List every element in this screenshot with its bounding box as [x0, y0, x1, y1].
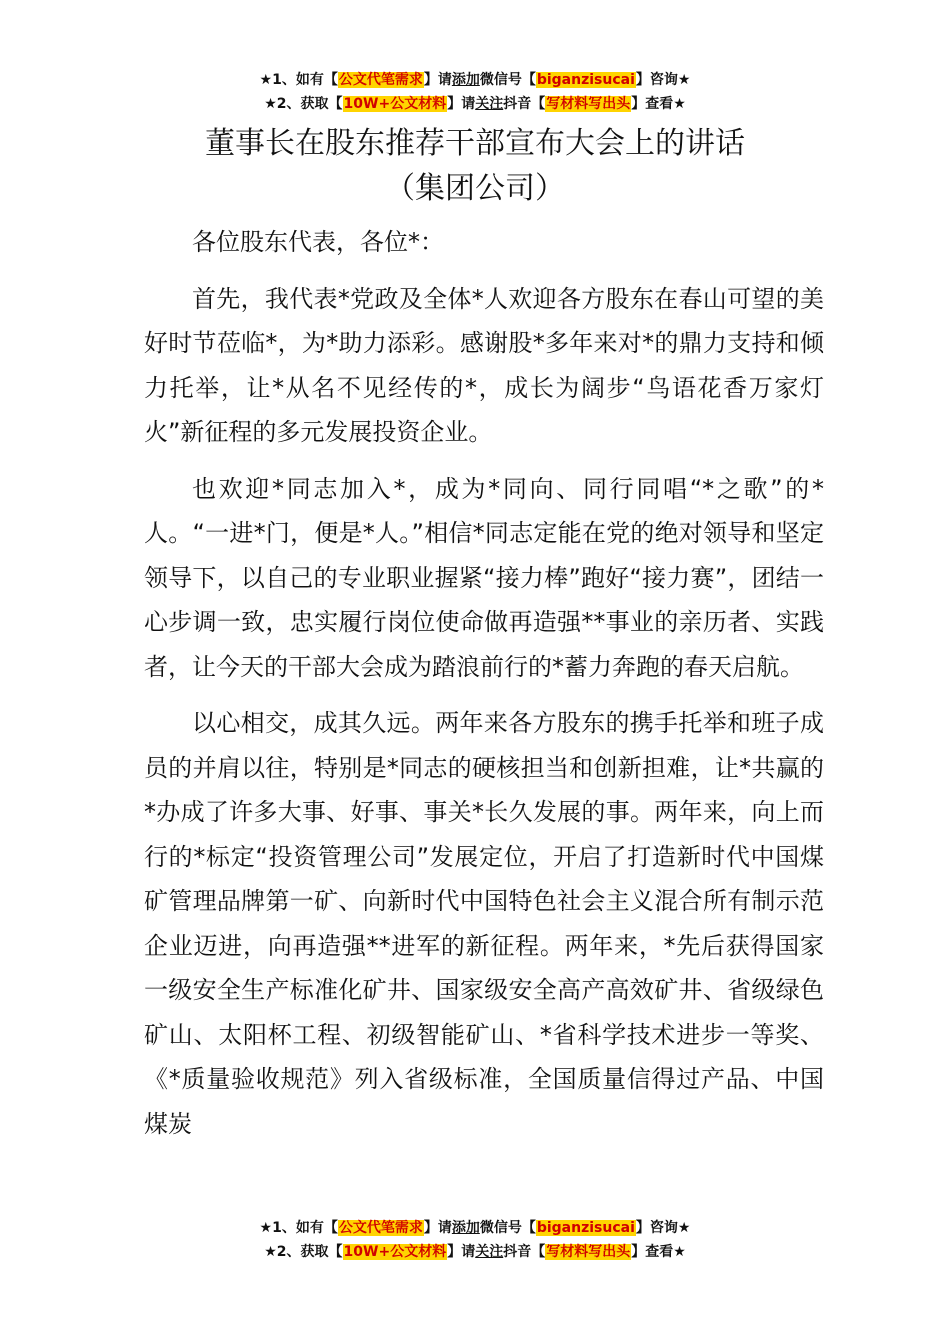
banner-highlight: 公文代笔需求 — [338, 72, 423, 88]
star-icon: ★ — [259, 72, 273, 88]
star-icon: ★ — [259, 1220, 273, 1236]
douyin-account: 写材料写出头 — [546, 1244, 631, 1260]
header-banner — [0, 68, 950, 116]
banner-text: 】请 — [447, 96, 476, 112]
banner-highlight: 10W+公文材料 — [343, 96, 447, 112]
document-subtitle: （集团公司） — [385, 171, 565, 206]
wechat-id: biganzisucai — [536, 1220, 635, 1236]
banner-text: 】请 — [423, 1220, 452, 1236]
banner-text: 】请 — [423, 72, 452, 88]
banner-underlined: 关注 — [475, 1244, 504, 1260]
wechat-id: biganzisucai — [536, 72, 635, 88]
banner-text: 微信号【 — [479, 72, 536, 88]
banner-text: 2、获取【 — [276, 1244, 343, 1260]
document-body — [144, 220, 824, 1146]
banner-text: 微信号【 — [479, 1220, 536, 1236]
banner-text: 1、如有【 — [272, 72, 338, 88]
banner-text: 】查看★ — [631, 1244, 686, 1260]
banner-line-1 — [0, 68, 950, 92]
banner-text: 1、如有【 — [272, 1220, 338, 1236]
banner-line-2 — [0, 92, 950, 116]
banner-underlined: 关注 — [475, 96, 504, 112]
banner-underlined: 添加 — [451, 1220, 480, 1236]
douyin-account: 写材料写出头 — [546, 96, 631, 112]
banner-line-2 — [0, 1240, 950, 1264]
paragraph: 首先，我代表*党政及全体*人欢迎各方股东在春山可望的美好时节莅临*，为*助力添彩。感谢股*多年来对*的鼎力支持和倾力托举，让*从名不见经传的*，成长为阔步“鸟语花香万家灯火”新征程的多元发展投资企业。 — [144, 284, 824, 446]
star-icon: ★ — [264, 96, 277, 112]
banner-line-1 — [0, 1216, 950, 1240]
banner-text: 】咨询★ — [635, 1220, 691, 1236]
banner-text: 】请 — [447, 1244, 476, 1260]
banner-highlight: 公文代笔需求 — [338, 1220, 423, 1236]
banner-text: 】查看★ — [631, 96, 686, 112]
banner-text: 抖音【 — [503, 96, 546, 112]
banner-text: 2、获取【 — [276, 96, 343, 112]
star-icon: ★ — [264, 1244, 277, 1260]
banner-underlined: 添加 — [451, 72, 480, 88]
footer-banner — [0, 1216, 950, 1264]
paragraph: 以心相交，成其久远。两年来各方股东的携手托举和班子成员的并肩以往，特别是*同志的硬核担当和创新担难，让*共赢的*办成了许多大事、好事、事关*长久发展的事。两年来，向上而行的*标定“投资管理公司”发展定位，开启了打造新时代中国煤矿管理品牌第一矿、向新时代中国特色社会主义混合所有制示范企业迈进，向再造强**进军的新征程。两年来，*先后获得国家一级安全生产标准化矿井、国家级安全高产高效矿井、省级绿色矿山、太阳杯工程、初级智能矿山、*省科学技术进步一等奖、《*质量验收规范》列入省级标准，全国质量信得过产品、中国煤炭 — [144, 709, 824, 1138]
banner-highlight: 10W+公文材料 — [343, 1244, 447, 1260]
banner-text: 】咨询★ — [635, 72, 691, 88]
greeting: 各位股东代表，各位*： — [192, 228, 444, 256]
banner-text: 抖音【 — [503, 1244, 546, 1260]
paragraph: 也欢迎*同志加入*，成为*同向、同行同唱“*之歌”的*人。“一进*门，便是*人。”相信*同志定能在党的绝对领导和坚定领导下，以自己的专业职业握紧“接力棒”跑好“接力赛”，团结一心步调一致，忠实履行岗位使命做再造强**事业的亲历者、实践者，让今天的干部大会成为踏浪前行的*蓄力奔跑的春天启航。 — [144, 474, 824, 681]
document-title: 董事长在股东推荐干部宣布大会上的讲话 — [205, 126, 745, 161]
